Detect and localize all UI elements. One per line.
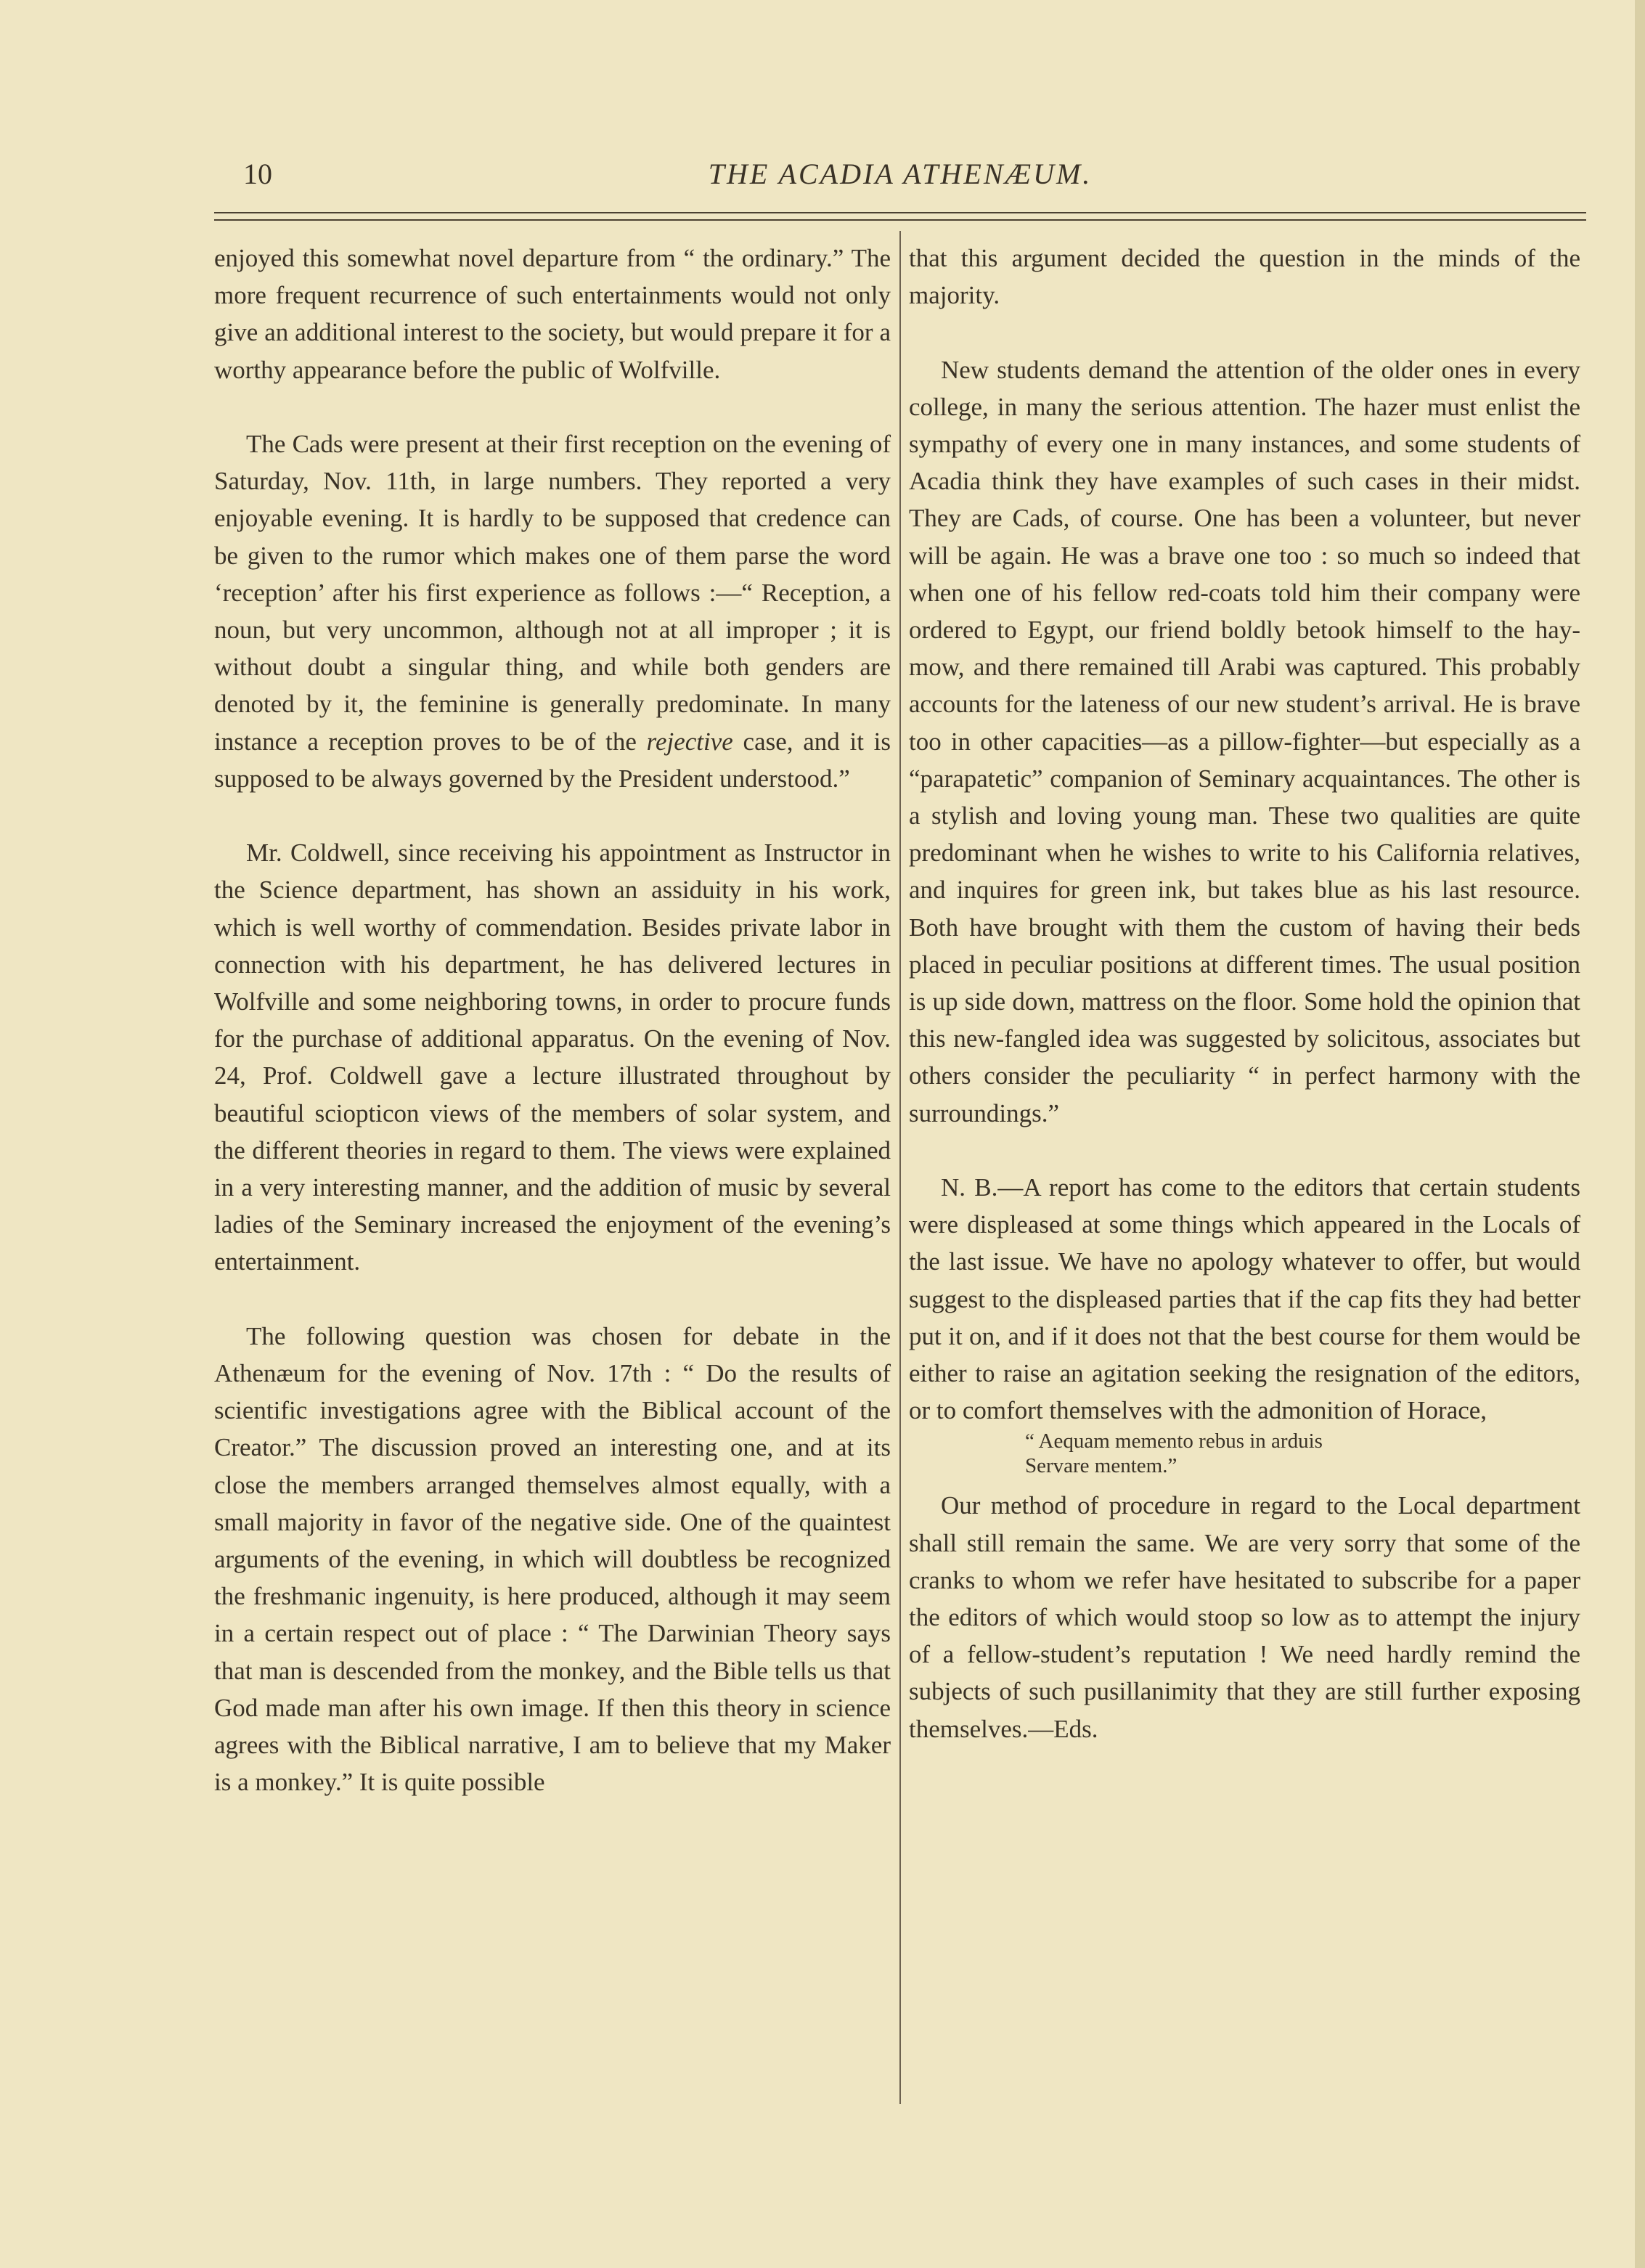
right-paragraph-4: Our method of procedure in regard to the Local department shall still remain the same. We are very sorry that some of the cranks to whom we refer have hesitated to subscribe for a paper the editors of which would stoop so low as to attempt the injury of a fellow-student’s reputation ! We need hardly remind the subjects of such pusillanimity that they are still further exposing themselves.—Eds.	[909, 1491, 1580, 1743]
right-column	[909, 240, 1580, 1747]
left-paragraph-3: Mr. Coldwell, since receiving his appointment as Instructor in the Science department, has shown an assiduity in his work, which is well worthy of commendation. Besides private labor in connection with his department, he has delivered lectures in Wolfville and some neighboring towns, in order to procure funds for the purchase of additional apparatus. On the evening of Nov. 24, Prof. Coldwell gave a lecture illustrated throughout by beautiful sciopticon views of the members of solar system, and the different theories in regard to them. The views were explained in a very interesting manner, and the addition of music by several ladies of the Seminary increased the enjoyment of the evening’s entertainment.	[214, 839, 891, 1276]
column-divider	[899, 231, 901, 2104]
page-edge	[1635, 0, 1645, 2268]
page-number: 10	[243, 158, 272, 190]
horace-quote-line-1: “ Aequam memento rebus in arduis	[1025, 1429, 1323, 1453]
left-paragraph-2-end: case, and it is supposed to be always governed by the President understood.”	[214, 727, 891, 793]
left-paragraph-1: enjoyed this somewhat novel departure from “ the ordinary.” The more frequent recurrence of such entertainments would not only give an additional interest to the society, but would prepare it for a worthy appearance before the public of Wolfville.	[214, 244, 891, 384]
page-header	[214, 151, 1586, 202]
right-paragraph-2: New students demand the attention of the older ones in every college, in many the serious attention. The hazer must enlist the sympathy of every one in many instances, and some students of Acadia think they have examples of such cases in their midst. They are Cads, of course. One has been a volunteer, but never will be again. He was a brave one too : so much so indeed that when one of his fellow red-coats told him their company were ordered to Egypt, our friend boldly betook himself to the hay-mow, and there remained till Arabi was captured. This probably accounts for the lateness of our new student’s arrival. He is brave too in other capacities—as a pillow-fighter—but especially as a “parapatetic” companion of Seminary acquaintances. The other is a stylish and loving young man. These two qualities are quite predominant when he wishes to write to his California relatives, and inquires for green ink, but takes blue as his last resource. Both have brought with them the custom of having their beds placed in peculiar positions at different times. The usual position is up side down, mattress on the floor. Some hold the opinion that this new-fangled idea was suggested by solicitous, associates but others consider the peculiarity “ in perfect harmony with the surroundings.”	[909, 355, 1580, 1127]
left-paragraph-4: The following question was chosen for debate in the Athenæum for the evening of Nov. 17th : “ Do the results of scientific investigations agree with the Biblical account of the Creator.” The discussion proved an interesting one, and at its close the members arranged themselves almost equally, with a small majority in favor of the negative side. One of the quaintest arguments of the evening, in which will doubtless be recognized the freshmanic ingenuity, is here produced, although it may seem in a certain respect out of place : “ The Darwinian Theory says that man is descended from the monkey, and the Bible tells us that God made man after his own image. If then this theory in science agrees with the Biblical narrative, I am to believe that my Maker is a monkey.” It is quite possible	[214, 1321, 891, 1797]
left-paragraph-2-italic: rejective	[646, 727, 733, 756]
left-paragraph-2	[214, 425, 891, 797]
right-paragraph-1: that this argument decided the question in the minds of the majority.	[909, 244, 1580, 310]
publication-title: THE ACADIA ATHENÆUM.	[708, 158, 1093, 190]
horace-quote-line-2: Servare mentem.”	[1025, 1454, 1177, 1478]
header-rule-top	[214, 212, 1586, 213]
header-rule-bottom	[214, 219, 1586, 221]
left-column	[214, 240, 891, 1800]
right-paragraph-3: N. B.—A report has come to the editors that certain students were displeased at some things which appeared in the Locals of the last issue. We have no apology whatever to offer, but would suggest to the displeased parties that if the cap fits they had better put it on, and if it does not that the best course for them would be either to raise an agitation seeking the resignation of the editors, or to comfort themselves with the admonition of Horace,	[909, 1173, 1580, 1425]
left-paragraph-2-start: The Cads were present at their first reception on the evening of Saturday, Nov. 11th, in large numbers. They reported a very enjoyable evening. It is hardly to be supposed that credence can be given to the rumor which makes one of them parse the word ‘reception’ after his first experience as follows :—“ Reception, a noun, but very uncommon, although not at all improper ; it is without doubt a singular thing, and while both genders are denoted by it, the feminine is generally predominate. In many instance a reception proves to be of the	[214, 430, 891, 756]
